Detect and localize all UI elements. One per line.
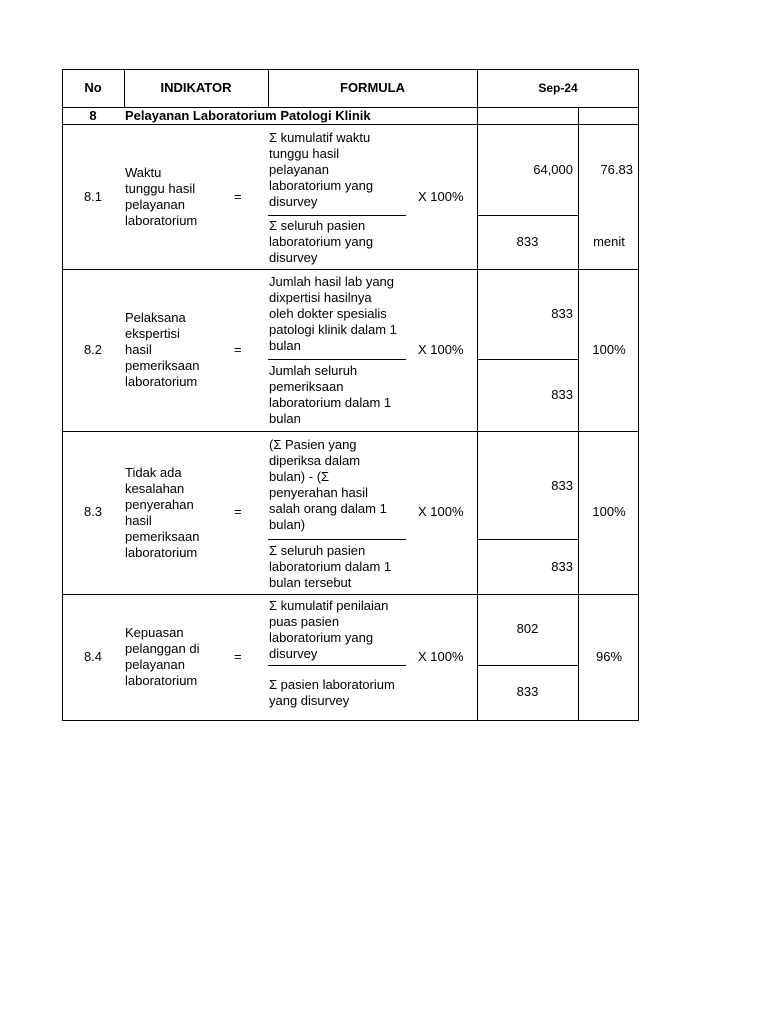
indikator-line: penyerahan xyxy=(125,497,194,512)
table-border-top xyxy=(62,69,639,70)
row-no: 8.3 xyxy=(83,504,103,519)
numerator-line: (Σ Pasien yang xyxy=(269,437,357,452)
numerator-line: bulan) xyxy=(269,517,306,532)
indicator-table xyxy=(62,69,639,721)
numerator-line: bulan xyxy=(269,338,301,353)
numerator-line: penyerahan hasil xyxy=(269,485,369,500)
denominator-line: disurvey xyxy=(269,250,318,265)
multiplier: X 100% xyxy=(418,189,464,204)
numerator-line: salah orang dalam 1 xyxy=(269,501,387,516)
indikator-line: Waktu xyxy=(125,165,162,180)
indikator-line: pelayanan xyxy=(125,657,185,672)
numerator-line: laboratorium yang xyxy=(269,630,374,645)
multiplier: X 100% xyxy=(418,342,464,357)
row-8-1-bottom-line xyxy=(62,269,639,270)
result-value: 100% xyxy=(592,342,626,357)
row-no: 8.2 xyxy=(83,342,103,357)
fraction-bar-8-1 xyxy=(268,215,406,216)
value-bottom: 833 xyxy=(516,684,539,699)
indikator-line: pemeriksaan xyxy=(125,529,200,544)
row-8-2-bottom-line xyxy=(62,431,639,432)
fraction-bar-8-4 xyxy=(268,665,406,666)
indikator-line: pelayanan xyxy=(125,197,185,212)
value-top: 833 xyxy=(551,306,573,321)
value-top: 64,000 xyxy=(533,162,573,177)
section-bottom-line xyxy=(62,124,639,125)
value-split-8-4 xyxy=(477,665,579,666)
value-split-8-3 xyxy=(477,539,579,540)
denominator-line: laboratorium yang xyxy=(269,234,374,249)
header-no: No xyxy=(84,80,102,95)
value-col-right-line xyxy=(578,107,579,721)
indikator-line: laboratorium xyxy=(125,545,198,560)
result-value: 100% xyxy=(592,504,626,519)
section-title: Pelayanan Laboratorium Patologi Klinik xyxy=(125,108,371,123)
table-border-left xyxy=(62,69,63,721)
denominator-line: laboratorium dalam 1 xyxy=(269,559,392,574)
indikator-line: ekspertisi xyxy=(125,326,180,341)
indikator-line: laboratorium xyxy=(125,374,198,389)
value-top: 833 xyxy=(551,478,573,493)
indikator-line: laboratorium xyxy=(125,673,198,688)
section-no: 8 xyxy=(89,108,97,123)
indikator-line: laboratorium xyxy=(125,213,198,228)
numerator-line: tunggu hasil xyxy=(269,146,340,161)
denominator-line: bulan tersebut xyxy=(269,575,352,590)
equals-sign: = xyxy=(234,342,242,357)
multiplier: X 100% xyxy=(418,649,464,664)
table-border-bottom xyxy=(62,720,639,721)
equals-sign: = xyxy=(234,189,242,204)
indikator-line: Tidak ada xyxy=(125,465,182,480)
value-bottom: 833 xyxy=(551,559,573,574)
header-period: Sep-24 xyxy=(538,81,578,95)
numerator-line: laboratorium yang xyxy=(269,178,374,193)
numerator-line: oleh dokter spesialis xyxy=(269,306,387,321)
numerator-line: puas pasien xyxy=(269,614,340,629)
header-formula: FORMULA xyxy=(340,80,405,95)
value-top: 802 xyxy=(516,621,539,636)
result-value: 96% xyxy=(595,649,623,664)
numerator-line: bulan) - (Σ xyxy=(269,469,330,484)
denominator-line: bulan xyxy=(269,411,301,426)
denominator-line: Σ seluruh pasien xyxy=(269,218,366,233)
fraction-bar-8-2 xyxy=(268,359,406,360)
row-no: 8.4 xyxy=(83,649,103,664)
indikator-line: hasil xyxy=(125,513,152,528)
numerator-line: pelayanan xyxy=(269,162,329,177)
result-value: 76.83 xyxy=(600,162,633,177)
numerator-line: disurvey xyxy=(269,194,318,209)
multiplier: X 100% xyxy=(418,504,464,519)
header-divider-3 xyxy=(477,69,478,125)
numerator-line: Σ kumulatif penilaian xyxy=(269,598,389,613)
indikator-line: hasil xyxy=(125,342,152,357)
value-bottom: 833 xyxy=(516,234,539,249)
numerator-line: Σ kumulatif waktu xyxy=(269,130,371,145)
indikator-line: pemeriksaan xyxy=(125,358,200,373)
header-indikator: INDIKATOR xyxy=(160,80,232,95)
result-unit: menit xyxy=(593,234,625,249)
indikator-line: Kepuasan xyxy=(125,625,184,640)
numerator-line: diperiksa dalam xyxy=(269,453,361,468)
denominator-line: pemeriksaan xyxy=(269,379,344,394)
numerator-line: disurvey xyxy=(269,646,318,661)
denominator-line: laboratorium dalam 1 xyxy=(269,395,392,410)
equals-sign: = xyxy=(234,504,242,519)
denominator-line: Σ pasien laboratorium xyxy=(269,677,395,692)
row-8-3-bottom-line xyxy=(62,594,639,595)
numerator-line: patologi klinik dalam 1 xyxy=(269,322,397,337)
indikator-line: tunggu hasil xyxy=(125,181,196,196)
denominator-line: yang disurvey xyxy=(269,693,350,708)
denominator-line: Σ seluruh pasien xyxy=(269,543,366,558)
value-bottom: 833 xyxy=(551,387,573,402)
table-border-right xyxy=(638,69,639,721)
indikator-line: Pelaksana xyxy=(125,310,186,325)
value-split-8-2 xyxy=(477,359,579,360)
numerator-line: Jumlah hasil lab yang xyxy=(269,274,395,289)
indikator-line: kesalahan xyxy=(125,481,185,496)
value-split-8-1 xyxy=(477,215,579,216)
equals-sign: = xyxy=(234,649,242,664)
denominator-line: Jumlah seluruh xyxy=(269,363,358,378)
numerator-line: dixpertisi hasilnya xyxy=(269,290,372,305)
fraction-bar-8-3 xyxy=(268,539,406,540)
indikator-line: pelanggan di xyxy=(125,641,200,656)
row-no: 8.1 xyxy=(83,189,103,204)
